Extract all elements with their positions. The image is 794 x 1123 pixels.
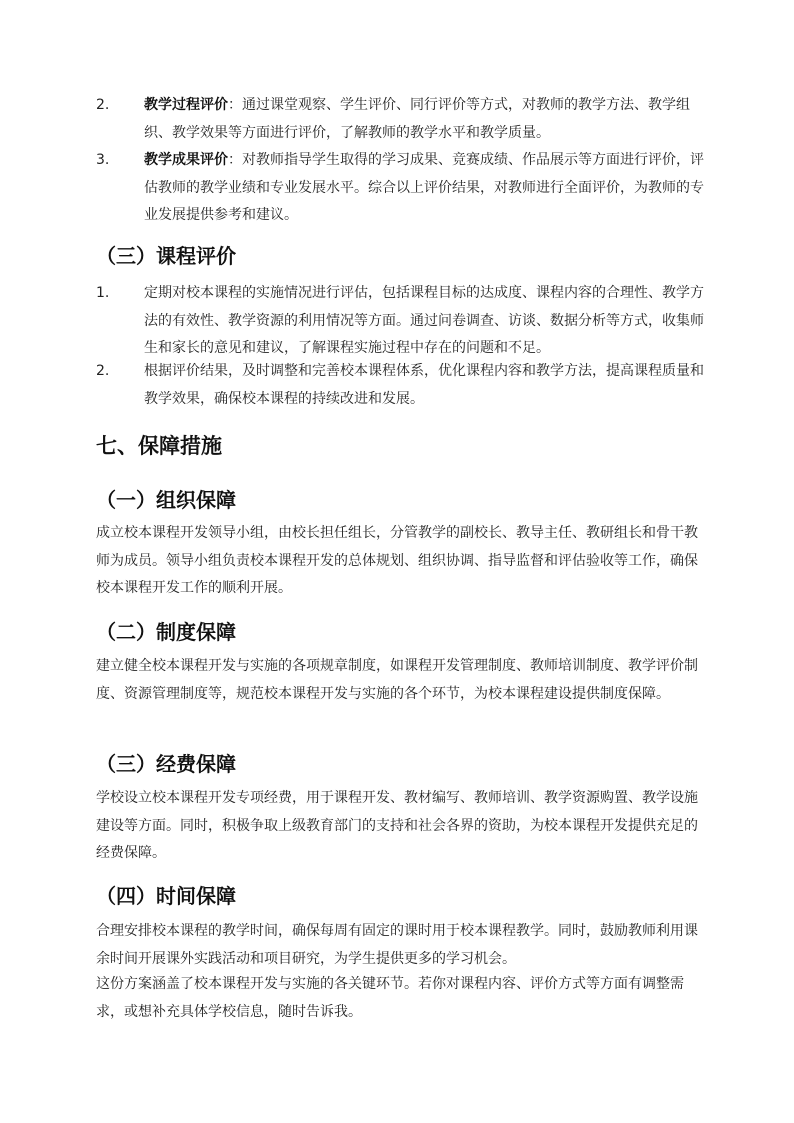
list-number: 3. bbox=[96, 152, 110, 168]
section-heading: （三）课程评价 bbox=[96, 244, 236, 268]
chapter-heading: 七、保障措施 bbox=[96, 434, 222, 458]
list-number: 2. bbox=[96, 363, 110, 379]
list-text: 根据评价结果，及时调整和完善校本课程体系，优化课程内容和教学方法，提高课程质量和教学效果，确保校本课程的持续改进和发展。 bbox=[144, 363, 704, 407]
list-term: 教学成果评价 bbox=[144, 152, 228, 168]
section-heading: （一）组织保障 bbox=[96, 488, 236, 512]
section-heading: （二）制度保障 bbox=[96, 620, 236, 644]
list-item bbox=[96, 358, 706, 413]
list-item bbox=[96, 92, 706, 147]
list-number: 2. bbox=[96, 97, 110, 113]
list-item bbox=[96, 280, 706, 363]
list-text: ：通过课堂观察、学生评价、同行评价等方式，对教师的教学方法、教学组织、教学效果等方面进行评价，了解教师的教学水平和教学质量。 bbox=[144, 97, 690, 141]
paragraph: 学校设立校本课程开发专项经费，用于课程开发、教材编写、教师培训、教学资源购置、教学设施建设等方面。同时，积极争取上级教育部门的支持和社会各界的资助，为校本课程开发提供充足的经费保障。 bbox=[96, 790, 698, 861]
list-term: 教学过程评价 bbox=[144, 97, 228, 113]
section-heading: （三）经费保障 bbox=[96, 752, 236, 776]
paragraph: 建立健全校本课程开发与实施的各项规章制度，如课程开发管理制度、教师培训制度、教学评价制度、资源管理制度等，规范校本课程开发与实施的各个环节，为校本课程建设提供制度保障。 bbox=[96, 658, 698, 702]
list-text: ：对教师指导学生取得的学习成果、竞赛成绩、作品展示等方面进行评价，评估教师的教学业绩和专业发展水平。综合以上评价结果，对教师进行全面评价，为教师的专业发展提供参考和建议。 bbox=[144, 152, 704, 223]
list-item bbox=[96, 147, 706, 230]
section-heading: （四）时间保障 bbox=[96, 884, 236, 908]
paragraph: 成立校本课程开发领导小组，由校长担任组长，分管教学的副校长、教导主任、教研组长和骨干教师为成员。领导小组负责校本课程开发的总体规划、组织协调、指导监督和评估验收等工作，确保校本课程开发工作的顺利开展。 bbox=[96, 525, 698, 596]
paragraph: 合理安排校本课程的教学时间，确保每周有固定的课时用于校本课程教学。同时，鼓励教师利用课余时间开展课外实践活动和项目研究，为学生提供更多的学习机会。 bbox=[96, 923, 698, 967]
closing-paragraph: 这份方案涵盖了校本课程开发与实施的各关键环节。若你对课程内容、评价方式等方面有调整需求，或想补充具体学校信息，随时告诉我。 bbox=[96, 976, 684, 1020]
list-number: 1. bbox=[96, 285, 110, 301]
list-text: 定期对校本课程的实施情况进行评估，包括课程目标的达成度、课程内容的合理性、教学方法的有效性、教学资源的利用情况等方面。通过问卷调查、访谈、数据分析等方式，收集师生和家长的意见和建议，了解课程实施过程中存在的问题和不足。 bbox=[144, 285, 704, 356]
